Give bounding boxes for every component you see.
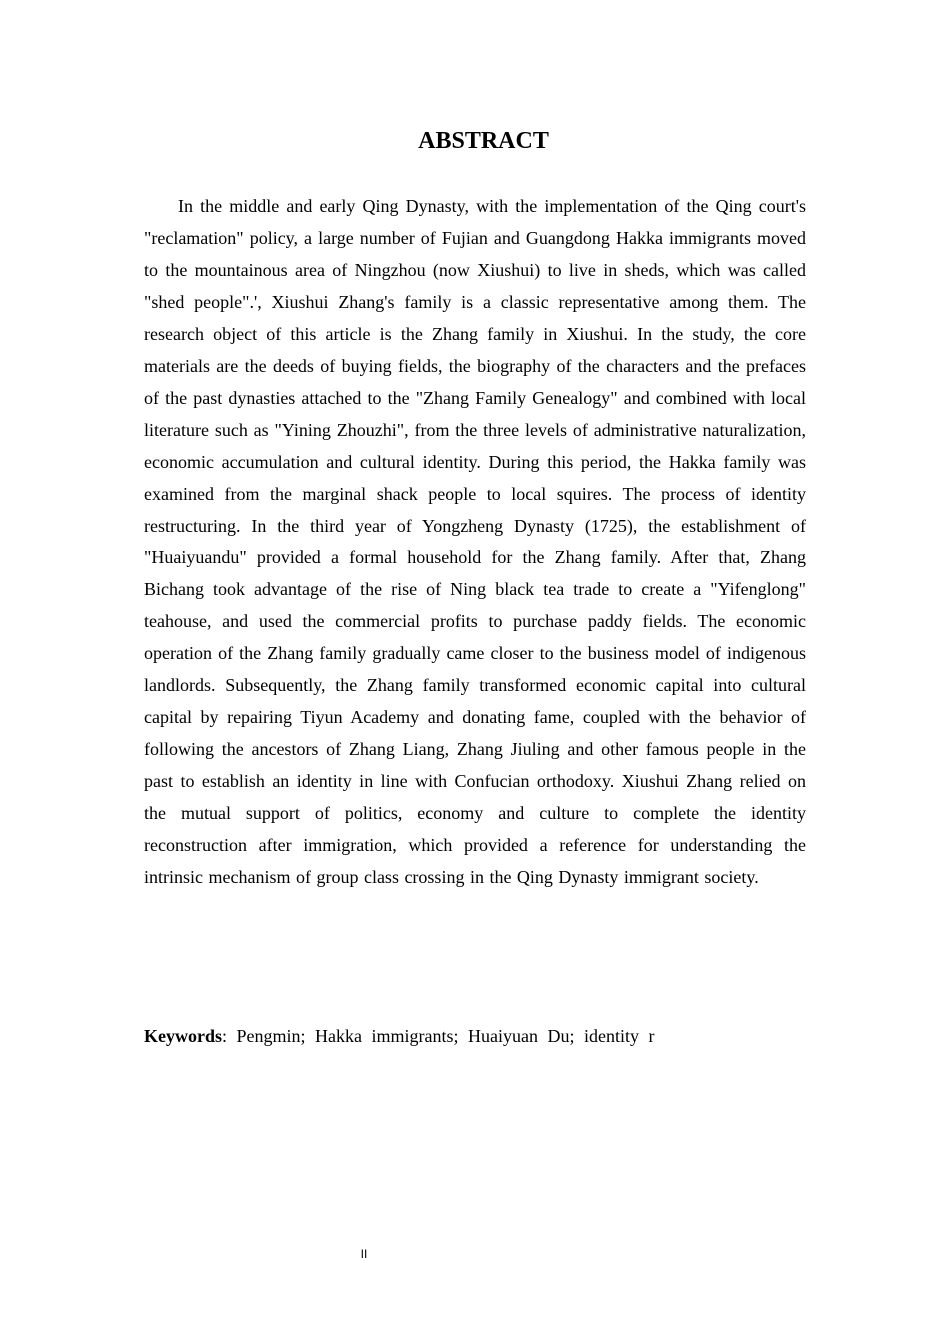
keywords-line	[144, 1020, 806, 1052]
abstract-title: ABSTRACT	[418, 128, 549, 154]
page-number: II	[360, 1247, 368, 1261]
abstract-paragraph: In the middle and early Qing Dynasty, with the implementation of the Qing court's "reclamation" policy, a large number of Fujian and Guangdong Hakka immigrants moved to the mountainous area of Ningzhou (now Xiushui) to live in sheds, which was called "shed people".', Xiushui Zhang's family is a classic representative among them. The research object of this article is the Zhang family in Xiushui. In the study, the core materials are the deeds of buying fields, the biography of the characters and the prefaces of the past dynasties attached to the "Zhang Family Genealogy" and combined with local literature such as "Yining Zhouzhi", from the three levels of administrative naturalization, economic accumulation and cultural identity. During this period, the Hakka family was examined from the marginal shack people to local squires. The process of identity restructuring. In the third year of Yongzheng Dynasty (1725), the establishment of "Huaiyuandu" provided a formal household for the Zhang family. After that, Zhang Bichang took advantage of the rise of Ning black tea trade to create a "Yifenglong" teahouse, and used the commercial profits to purchase paddy fields. The economic operation of the Zhang family gradually came closer to the business model of indigenous landlords. Subsequently, the Zhang family transformed economic capital into cultural capital by repairing Tiyun Academy and donating fame, coupled with the behavior of following the ancestors of Zhang Liang, Zhang Jiuling and other famous people in the past to establish an identity in line with Confucian orthodoxy. Xiushui Zhang relied on the mutual support of politics, economy and culture to complete the identity reconstruction after immigration, which provided a reference for understanding the intrinsic mechanism of group class crossing in the Qing Dynasty immigrant society.	[144, 196, 806, 888]
keywords-label: Keywords	[144, 1026, 222, 1046]
keywords-text: Pengmin; Hakka immigrants; Huaiyuan Du; identity r	[227, 1026, 655, 1046]
keywords-separator: :	[222, 1026, 228, 1046]
